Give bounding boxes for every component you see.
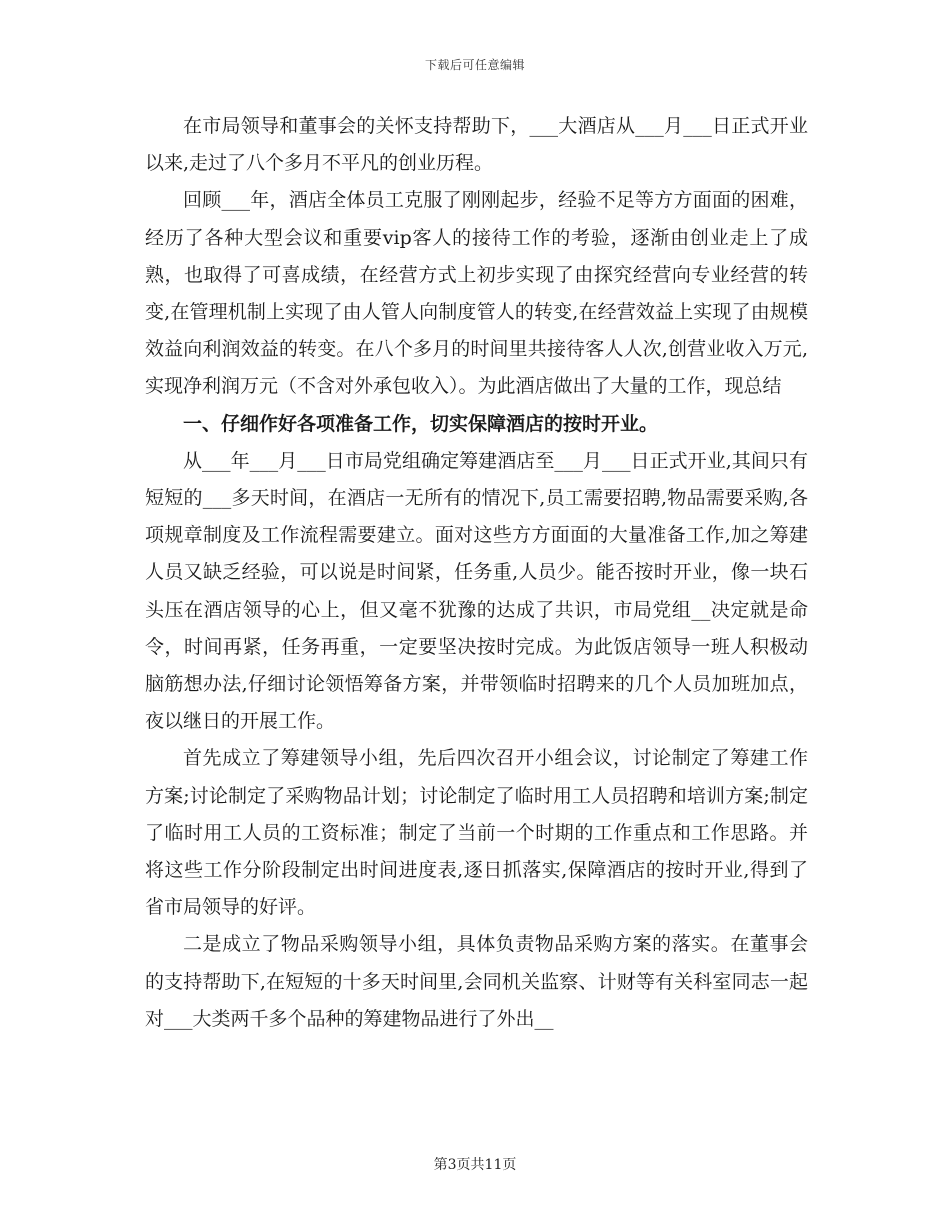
paragraph-intro: 在市局领导和董事会的关怀支持帮助下，___大酒店从___月___日正式开业以来,走过了八个多月不平凡的创业历程。	[145, 115, 808, 175]
page-footer: 第3页共11页	[433, 1157, 517, 1173]
paragraph-procurement: 二是成立了物品采购领导小组，具体负责物品采购方案的落实。在董事会的支持帮助下,在短短的十多天时间里,会同机关监察、计财等有关科室同志一起对___大类两千多个品种的筹建物品进行了外出__	[145, 933, 808, 1030]
paragraph-review: 回顾___年，酒店全体员工克服了刚刚起步，经验不足等方方面面的困难，经历了各种大型会议和重要vip客人的接待工作的考验，逐渐由创业走上了成熟，也取得了可喜成绩，在经营方式上初步实现了由探究经营向专业经营的转变,在管理机制上实现了由人管人向制度管人的转变,在经营效益上实现了由规模效益向利润效益的转变。在八个多月的时间里共接待客人人次,创营业收入万元,实现净利润万元（不含对外承包收入）。为此酒店做出了大量的工作，现总结	[145, 189, 808, 398]
paragraph-leadership-group: 首先成立了筹建领导小组，先后四次召开小组会议，讨论制定了筹建工作方案;讨论制定了采购物品计划；讨论制定了临时用工人员招聘和培训方案;制定了临时用工人员的工资标准；制定了当前一个时期的工作重点和工作思路。并将这些工作分阶段制定出时间进度表,逐日抓落实,保障酒店的按时开业,得到了省市局领导的好评。	[145, 747, 808, 919]
page-header: 下载后可任意编辑	[424, 58, 525, 72]
paragraph-preparation: 从___年___月___日市局党组确定筹建酒店至___月___日正式开业,其间只有短短的___多天时间，在酒店一无所有的情况下,员工需要招聘,物品需要采购,各项规章制度及工作流程需要建立。面对这些方方面面的大量准备工作,加之筹建人员又缺乏经验，可以说是时间紧，任务重,人员少。能否按时开业，像一块石头压在酒店领导的心上，但又毫不犹豫的达成了共识，市局党组__决定就是命令，时间再紧，任务再重，一定要坚决按时完成。为此饭店领导一班人积极动脑筋想办法,仔细讨论领悟筹备方案，并带领临时招聘来的几个人员加班加点，夜以继日的开展工作。	[145, 449, 808, 733]
document-body	[145, 108, 808, 1038]
section-heading-1: 一、仔细作好各项准备工作，切实保障酒店的按时开业。	[183, 412, 659, 435]
